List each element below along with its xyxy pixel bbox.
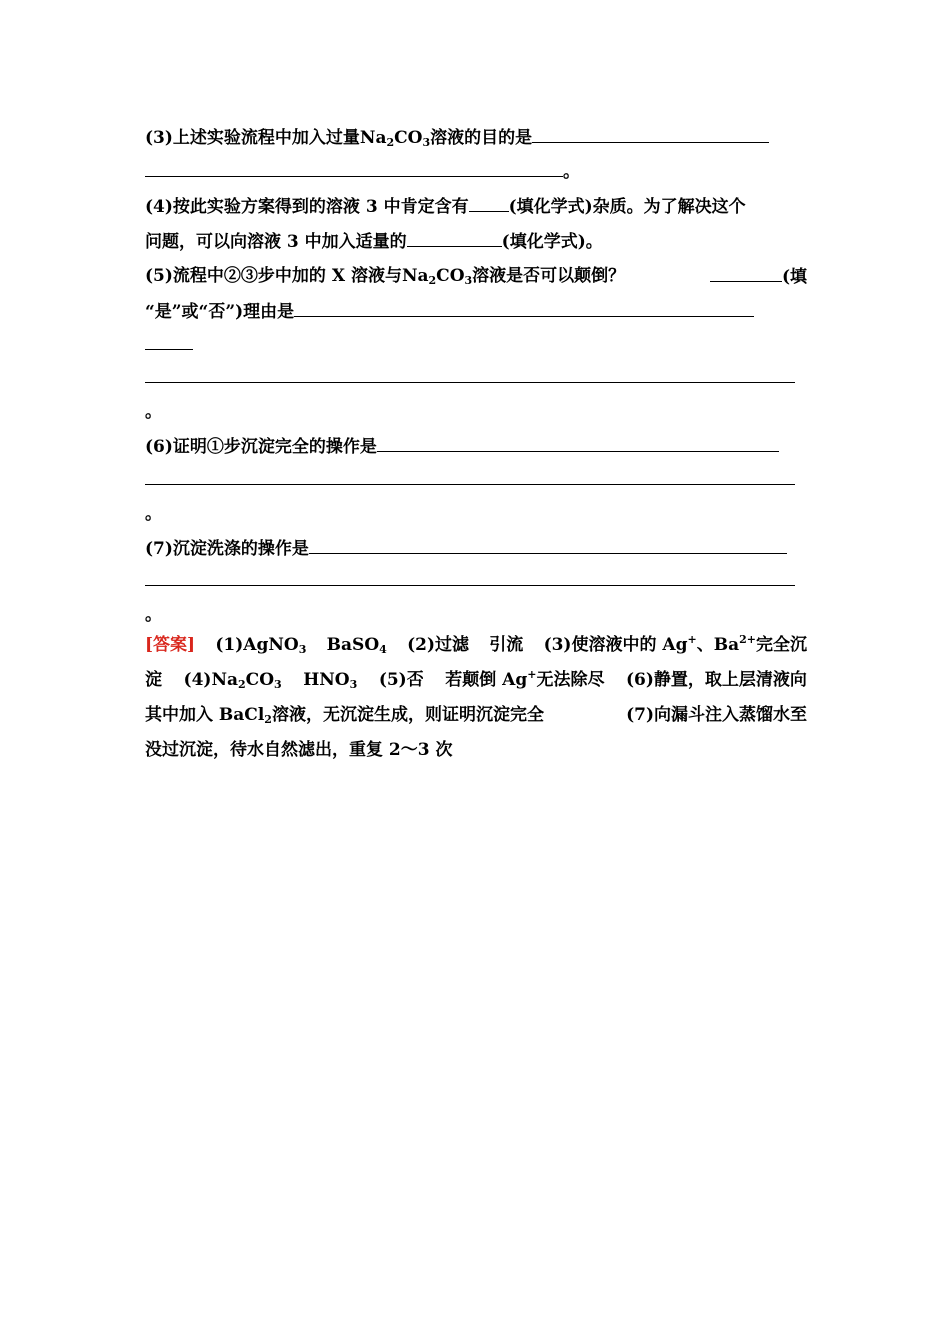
q7-line1: (7)沉淀洗涤的操作是 — [145, 533, 787, 563]
q3-line2: 。 — [145, 156, 580, 186]
q3-answer-blank-2[interactable] — [145, 156, 563, 177]
q4-line1: (4)按此实验方案得到的溶液 3 中肯定含有 (填化学式)杂质。为了解决这个 — [145, 191, 746, 221]
answer-line3: 其中加入 BaCl$_2$溶液，无沉淀生成，则证明沉淀完全 (7)向漏斗注入蒸馏水至 — [145, 705, 807, 726]
q5-end: 。 — [145, 402, 162, 422]
q5-reason-blank[interactable] — [294, 296, 754, 317]
q6-answer-blank[interactable] — [377, 431, 779, 452]
q5-line2: “是”或“否”)理由是 — [145, 296, 754, 326]
answer-line2: 淀 $(4)Na_2CO_3$ $HNO_3$ (5)否 若颠倒 Ag+无法除尽 (6)静置，取上层清液向 — [145, 668, 807, 691]
answer-line4: 没过沉淀，待水自然滤出，重复 2～3 次 — [145, 740, 453, 760]
q5-blank-1[interactable] — [710, 261, 782, 282]
q7-end: 。 — [145, 605, 162, 625]
q4-blank-2[interactable] — [407, 226, 502, 247]
q6-line1: (6)证明①步沉淀完全的操作是 — [145, 431, 779, 461]
q6-end: 。 — [145, 504, 162, 524]
q5-line1: (5)流程中②③步中加的 X 溶液与$Na_2CO_3$溶液是否可以颠倒？ (填 — [145, 261, 807, 291]
q3-answer-blank[interactable] — [532, 122, 769, 143]
q3-line1: (3)上述实验流程中加入过量$Na_2CO_3$溶液的目的是 — [145, 122, 769, 152]
q7-answer-blank[interactable] — [309, 533, 787, 554]
answer-line1: [答案] (1)AgNO$_3$ BaSO$_4$ (2)过滤 引流 (3)使溶液中的 Ag+、$Ba^{2+}$完全沉 — [145, 630, 807, 660]
q6-answer-blank-2[interactable] — [145, 484, 795, 485]
q5-reason-blank-2[interactable] — [145, 382, 795, 383]
q7-answer-blank-2[interactable] — [145, 585, 795, 586]
q5-reason-blank-cont[interactable] — [145, 349, 193, 350]
q4-line2: 问题，可以向溶液 3 中加入适量的 (填化学式)。 — [145, 226, 603, 256]
answer-tag: [答案] — [145, 635, 196, 655]
q4-blank-1[interactable] — [469, 191, 509, 212]
